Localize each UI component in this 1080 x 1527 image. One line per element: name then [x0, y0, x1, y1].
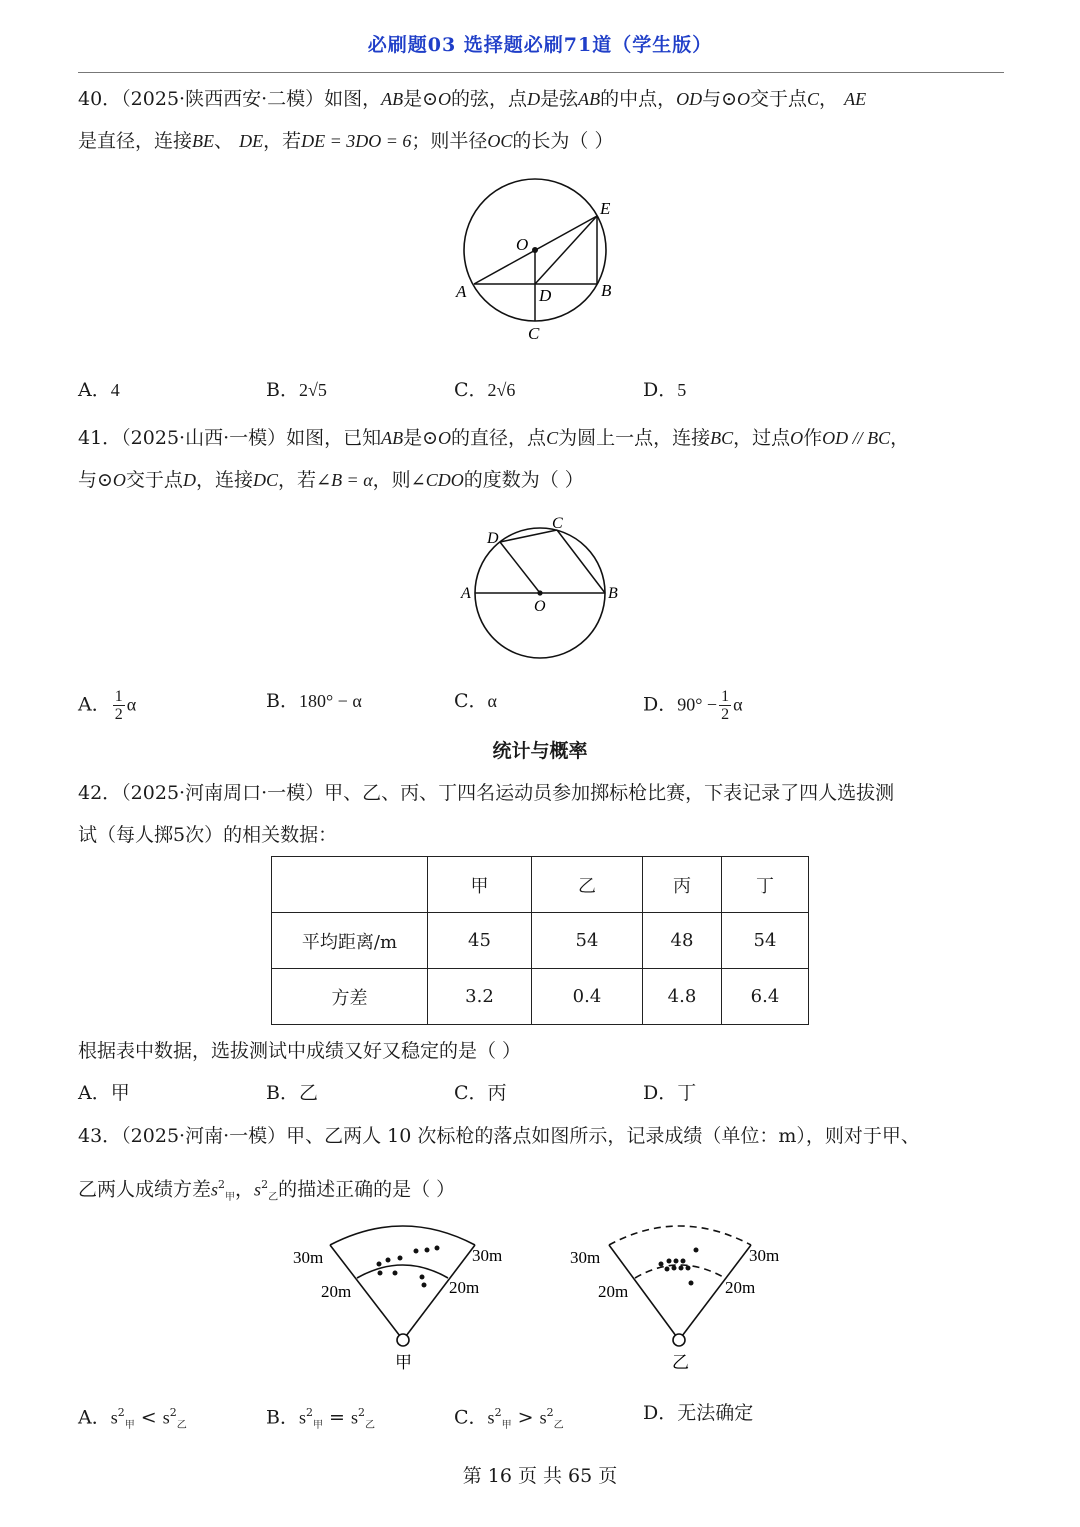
landing-point: [378, 1271, 383, 1276]
table-header-cell: 丁: [722, 857, 809, 913]
q41-line-od: [500, 542, 540, 593]
label-20m-left: 20m: [598, 1282, 629, 1301]
table-header-cell: 甲: [428, 857, 532, 913]
q43-figure-jia: [285, 1215, 525, 1375]
landing-point: [435, 1246, 440, 1251]
label-20m-right: 20m: [449, 1278, 480, 1297]
table-header-cell: 丙: [643, 857, 722, 913]
table-cell: 0.4: [532, 969, 643, 1025]
q41-label-b: B: [608, 585, 618, 602]
label-yi: 乙: [672, 1353, 689, 1372]
q40-line1: 40．（2025·陕西西安·二模）如图，AB是⊙O的弦，点D是弦AB的中点，OD与⊙O交于点C， AE: [78, 88, 867, 110]
q43-line1: 43．（2025·河南·一模）甲、乙两人 10 次标枪的落点如图所示，记录成绩（单位：m），则对于甲、: [78, 1125, 920, 1147]
q41-label-o: O: [534, 598, 546, 615]
table-cell: 48: [643, 913, 722, 969]
q41-line1: 41．（2025·山西·一模）如图，已知AB是⊙O的直径，点C为圆上一点，连接BC，过点O作OD // BC，: [78, 427, 910, 449]
q42-line3: 根据表中数据，选拔测试中成绩又好又稳定的是（ ）: [78, 1040, 522, 1062]
section-title: 统计与概率: [492, 740, 588, 762]
q41-option-b[interactable]: B．180° − α: [266, 690, 362, 712]
q41-label-c: C: [552, 515, 563, 532]
landing-point: [694, 1248, 699, 1253]
landing-point: [686, 1266, 691, 1271]
page-footer: 第 16 页 共 65 页: [462, 1465, 618, 1487]
q40-option-a[interactable]: A．4: [78, 379, 120, 401]
table-header-row: [272, 857, 809, 913]
q41-label-a: A: [461, 585, 471, 602]
q41-center-dot: [537, 590, 542, 595]
table-cell: 6.4: [722, 969, 809, 1025]
landing-point: [377, 1262, 382, 1267]
q40-option-b[interactable]: B．2√5: [266, 379, 327, 401]
table-cell: 4.8: [643, 969, 722, 1025]
q43-option-c[interactable]: C．$s^2_甲 > s^2_乙$: [454, 1406, 564, 1432]
q43-line2: 乙两人成绩方差$s^2_甲$，$s^2_乙$的描述正确的是（ ）: [78, 1178, 456, 1204]
q40-figure: [440, 176, 640, 346]
landing-point: [674, 1259, 679, 1264]
landing-point: [681, 1259, 686, 1264]
table-row: [272, 913, 809, 969]
q41-option-a[interactable]: A． $\frac{1}{2}$ α: [78, 688, 137, 723]
table-cell: 3.2: [428, 969, 532, 1025]
landing-point: [420, 1275, 425, 1280]
landing-point: [422, 1283, 427, 1288]
q40-option-d[interactable]: D．5: [643, 379, 687, 401]
q40-label-e: E: [600, 199, 611, 218]
q42-line2: 试（每人掷5次）的相关数据：: [78, 824, 338, 846]
landing-point: [393, 1271, 398, 1276]
page-header-title: 必刷题03 选择题必刷71道（学生版）: [367, 34, 713, 56]
landing-point: [659, 1262, 664, 1267]
q42-option-b[interactable]: B．乙: [266, 1082, 318, 1104]
table-row: [272, 969, 809, 1025]
table-header-cell: [272, 857, 428, 913]
label-jia: 甲: [395, 1353, 412, 1372]
landing-point: [386, 1258, 391, 1263]
q43-option-a[interactable]: A．$s^2_甲 < s^2_乙$: [78, 1406, 187, 1432]
table-cell: 54: [722, 913, 809, 969]
q40-option-c[interactable]: C．2√6: [454, 379, 516, 401]
q42-data-table: [271, 856, 809, 1025]
q40-label-c: C: [528, 324, 540, 343]
q40-line2: 是直径，连接BE、 DE，若DE = 3DO = 6；则半径OC的长为（ ）: [78, 130, 614, 152]
label-30m-left: 30m: [570, 1248, 601, 1267]
label-30m-right: 30m: [749, 1246, 780, 1265]
table-cell: 平均距离/m: [272, 913, 428, 969]
landing-point: [672, 1266, 677, 1271]
landing-point: [689, 1281, 694, 1286]
q43-option-b[interactable]: B．$s^2_甲 = s^2_乙$: [266, 1406, 376, 1432]
landing-point: [425, 1248, 430, 1253]
q42-option-c[interactable]: C．丙: [454, 1082, 507, 1104]
q43-figure-yi: [565, 1215, 805, 1375]
landing-point: [414, 1249, 419, 1254]
q40-center-dot: [532, 247, 538, 253]
q43-option-d[interactable]: D．无法确定: [643, 1402, 754, 1424]
q41-option-d[interactable]: D．90° − $\frac{1}{2}$ α: [643, 688, 743, 723]
q40-label-b: B: [601, 281, 612, 300]
q42-option-a[interactable]: A．甲: [78, 1082, 130, 1104]
landing-point: [679, 1266, 684, 1271]
table-cell: 45: [428, 913, 532, 969]
q40-label-a: A: [456, 282, 467, 301]
label-20m-left: 20m: [321, 1282, 352, 1301]
header-rule: [78, 72, 1004, 73]
table-cell: 54: [532, 913, 643, 969]
label-30m-right: 30m: [472, 1246, 503, 1265]
table-header-cell: 乙: [532, 857, 643, 913]
landing-point: [665, 1267, 670, 1272]
q41-line-bc: [557, 530, 605, 593]
label-30m-left: 30m: [293, 1248, 324, 1267]
q41-option-c[interactable]: C．α: [454, 690, 497, 712]
landing-point: [398, 1256, 403, 1261]
q40-label-o: O: [516, 235, 529, 254]
table-cell: 方差: [272, 969, 428, 1025]
label-20m-right: 20m: [725, 1278, 756, 1297]
q42-line1: 42．（2025·河南周口·一模）甲、乙、丙、丁四名运动员参加掷标枪比赛，下表记录了四人选拔测: [78, 782, 895, 804]
q40-line-de: [535, 216, 597, 284]
q41-line2: 与⊙O交于点D，连接DC，若∠B = α，则∠CDO的度数为（ ）: [78, 469, 584, 491]
landing-point: [667, 1259, 672, 1264]
q41-label-d: D: [487, 530, 499, 547]
q42-option-d[interactable]: D．丁: [643, 1082, 697, 1104]
q40-label-d: D: [539, 286, 552, 305]
q41-figure: [450, 510, 630, 660]
